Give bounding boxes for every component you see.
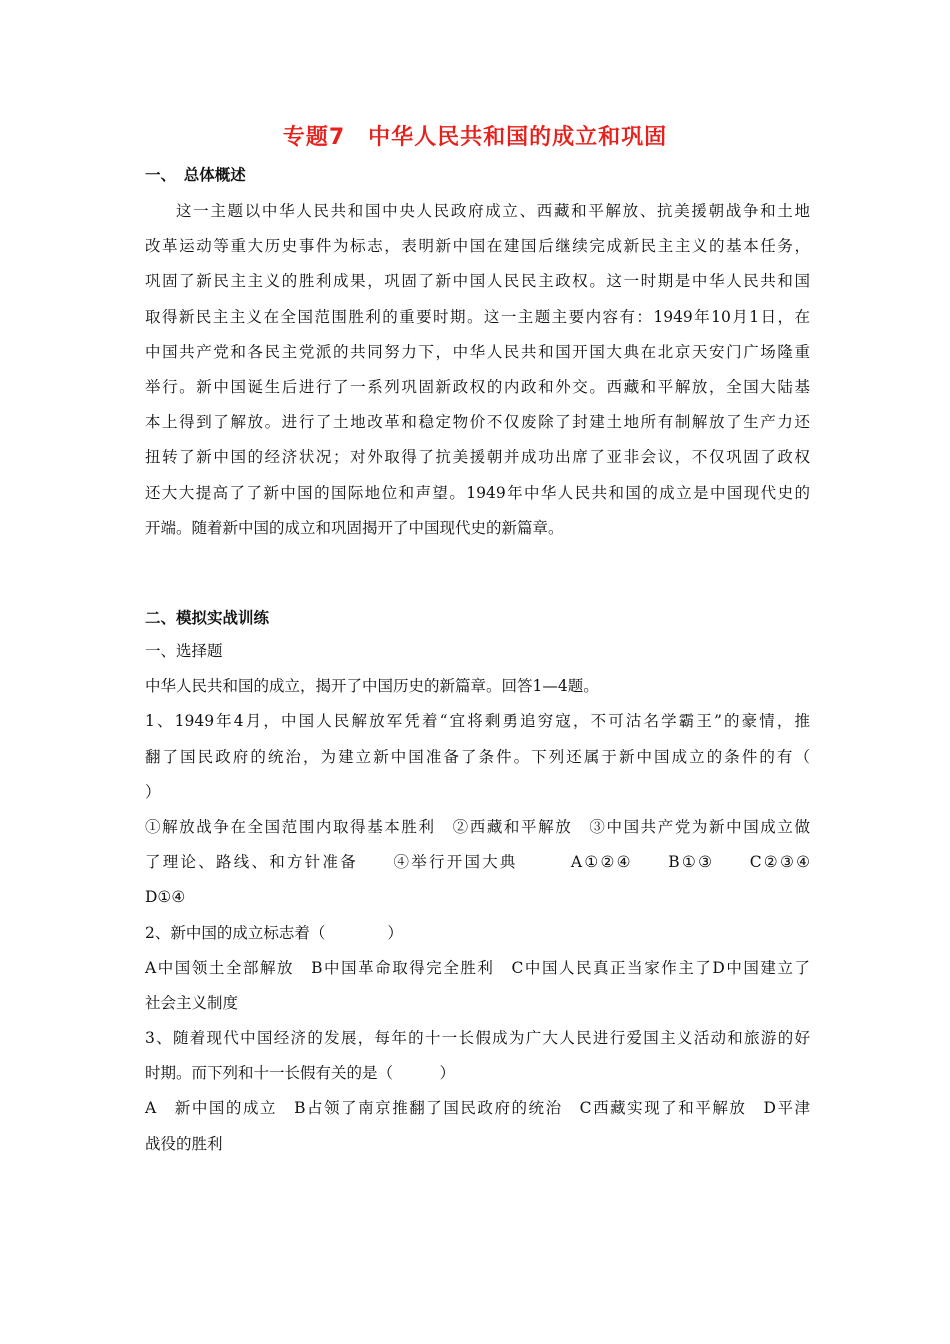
text-line: 举行。新中国诞生后进行了一系列巩固新政权的内政和外交。西藏和平解放，全国大陆基 (145, 377, 810, 396)
question-1-options: 了理论、路线、和方针准备 ④举行开国大典 A①②④ B①③ C②③④ (145, 853, 810, 872)
question-intro: 中华人民共和国的成立，揭开了中国历史的新篇章。回答1—4题。 (145, 677, 599, 696)
question-1-options: ①解放战争在全国范围内取得基本胜利 ②西藏和平解放 ③中国共产党为新中国成立做 (145, 817, 810, 836)
text-line: 巩固了新民主主义的胜利成果，巩固了新中国人民民主政权。这一时期是中华人民共和国 (145, 272, 810, 291)
question-2-options: A中国领土全部解放 B中国革命取得完全胜利 C中国人民真正当家作主了D中国建立了 (145, 958, 810, 977)
practice-questions (145, 634, 810, 1162)
question-1-line: ） (145, 782, 161, 801)
question-2-options: 社会主义制度 (145, 993, 239, 1012)
text-line: 扭转了新中国的经济状况；对外取得了抗美援朝并成功出席了亚非会议，不仅巩固了政权 (145, 448, 810, 467)
text-line: 还大大提高了了新中国的国际地位和声望。1949年中华人民共和国的成立是中国现代史的 (145, 483, 810, 502)
section-heading-overview: 一、 总体概述 (145, 166, 246, 184)
text-line: 中国共产党和各民主党派的共同努力下，中华人民共和国开国大典在北京天安门广场隆重 (145, 342, 810, 361)
question-3-stem: 3、随着现代中国经济的发展，每年的十一长假成为广大人民进行爱国主义活动和旅游的好 (145, 1029, 810, 1048)
question-1-line: 1、1949年4月，中国人民解放军凭着“宜将剩勇追穷寇，不可沽名学霸王”的豪情，推 (145, 712, 810, 731)
document-title: 专题7 中华人民共和国的成立和巩固 (282, 125, 668, 150)
text-line: 取得新民主主义在全国范围胜利的重要时期。这一主题主要内容有：1949年10月1日，在 (145, 307, 810, 326)
question-1-line: 翻了国民政府的统治，为建立新中国准备了条件。下列还属于新中国成立的条件的有（ (145, 747, 810, 766)
question-type-label: 一、选择题 (145, 642, 223, 660)
text-line: 这一主题以中华人民共和国中央人民政府成立、西藏和平解放、抗美援朝战争和土地 (176, 202, 810, 220)
overview-paragraph (145, 194, 810, 546)
question-3-options: A 新中国的成立 B占领了南京推翻了国民政府的统治 C西藏实现了和平解放 D平津 (145, 1099, 810, 1118)
question-3-stem: 时期。而下列和十一长假有关的是（ ） (145, 1064, 456, 1083)
text-line: 改革运动等重大历史事件为标志，表明新中国在建国后继续完成新民主主义的基本任务， (145, 237, 810, 256)
question-2-stem: 2、新中国的成立标志着（ ） (145, 923, 403, 942)
question-1-options: D①④ (145, 888, 186, 907)
section-heading-practice: 二、模拟实战训练 (145, 609, 270, 627)
text-line: 本上得到了解放。进行了土地改革和稳定物价不仅废除了封建土地所有制解放了生产力还 (145, 413, 810, 432)
text-line: 开端。随着新中国的成立和巩固揭开了中国现代史的新篇章。 (145, 518, 564, 537)
question-3-options: 战役的胜利 (145, 1134, 223, 1153)
